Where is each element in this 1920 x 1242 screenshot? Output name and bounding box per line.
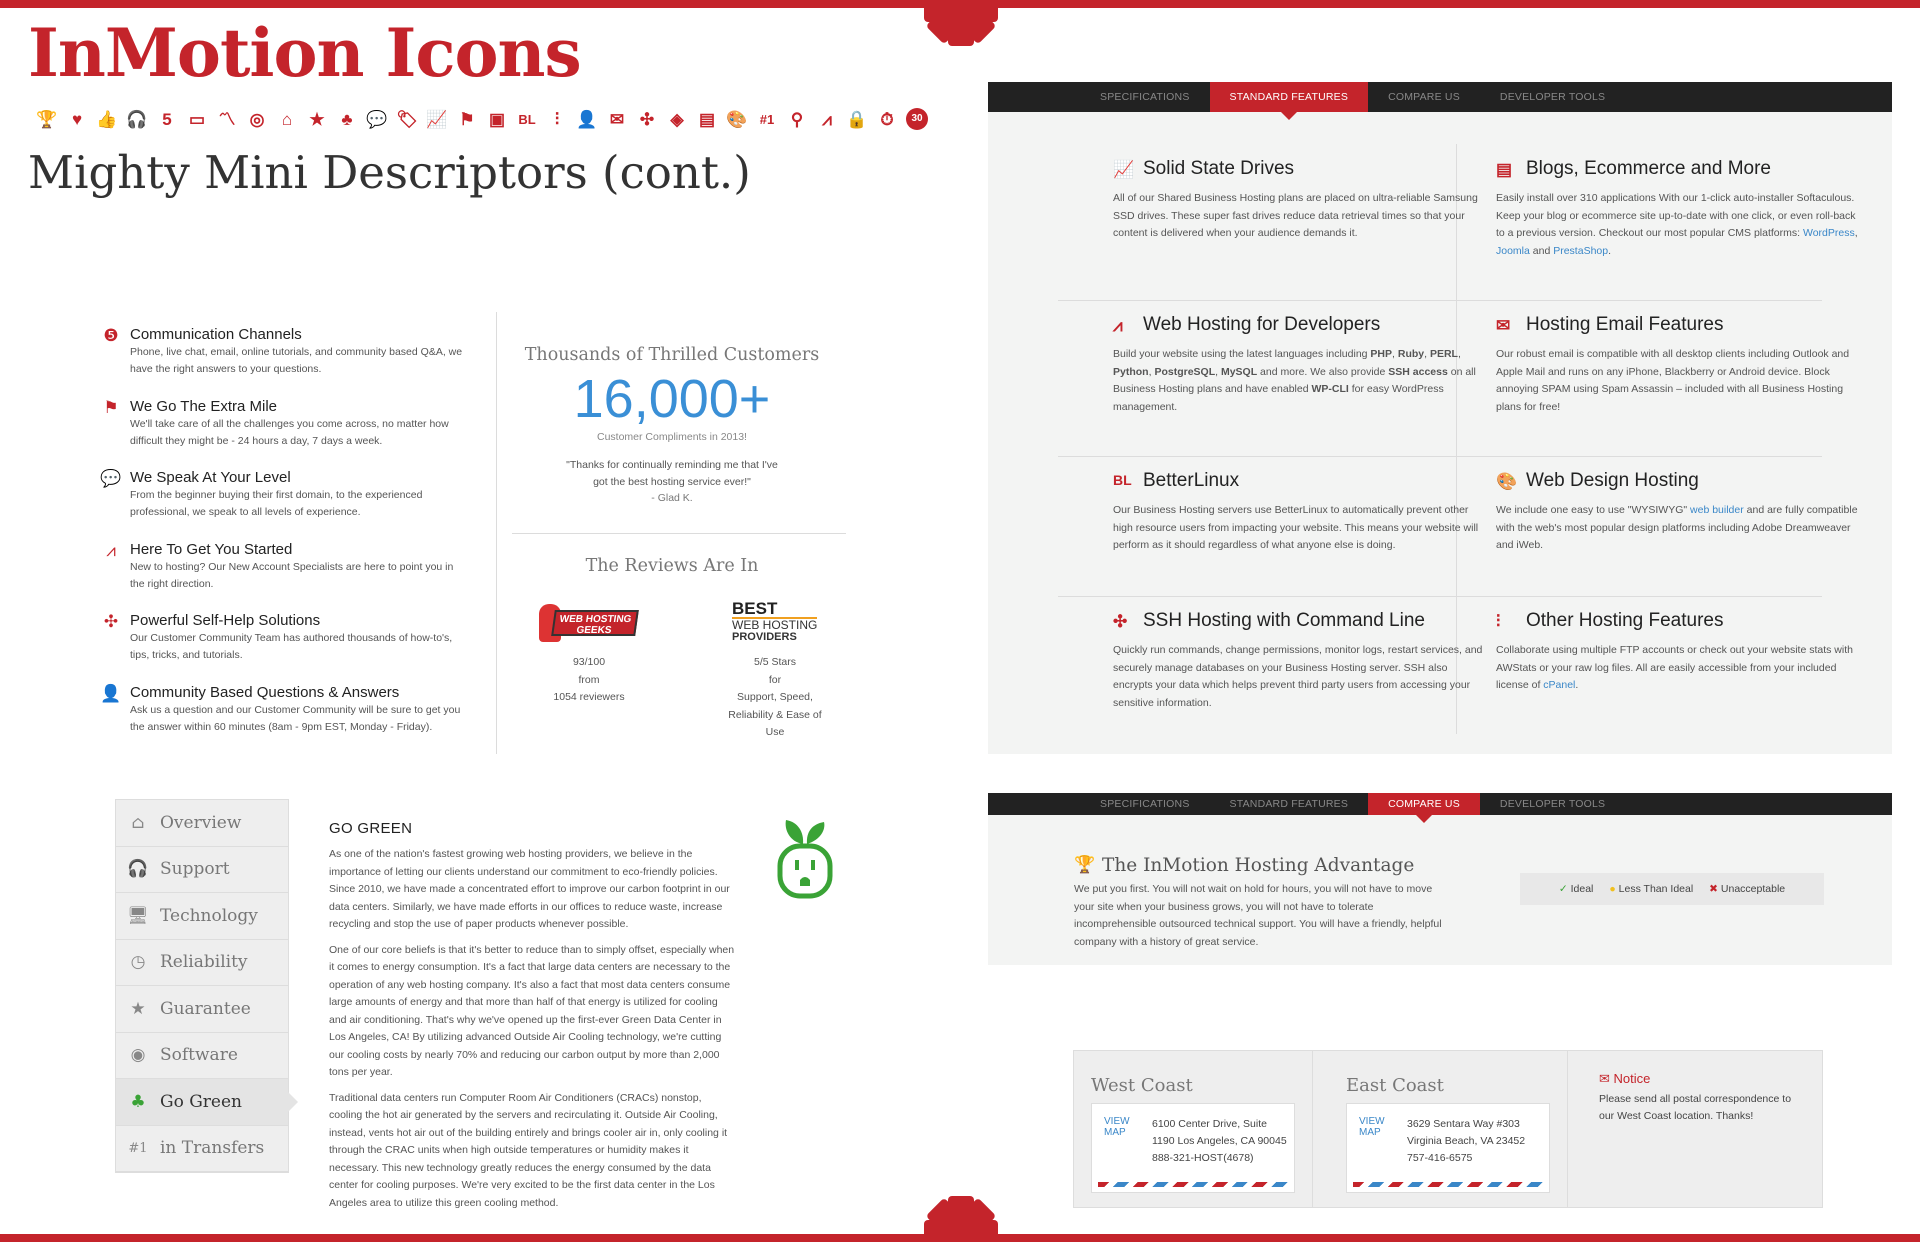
divider <box>1058 456 1822 457</box>
feature-item <box>103 397 470 450</box>
west-address: 6100 Center Drive, Suite 1190 Los Angeles, CA 90045 888-321-HOST(4678) <box>1152 1118 1287 1164</box>
divider <box>496 312 497 754</box>
sidebar-item-label: Support <box>160 859 230 880</box>
notice-heading: ✉ Notice <box>1599 1071 1651 1086</box>
sidebar-item-label: Go Green <box>160 1091 242 1112</box>
sidebar-item-support[interactable] <box>116 847 288 894</box>
badge-30-icon: 30 <box>906 108 928 130</box>
stopwatch-icon: ⏱ <box>880 109 894 129</box>
icon-row <box>36 108 928 130</box>
divider <box>1058 596 1822 597</box>
tab-specifications[interactable]: SPECIFICATIONS <box>1100 798 1190 810</box>
tree-icon: ♣ <box>341 109 353 129</box>
east-address: 3629 Sentara Way #303 Virginia Beach, VA 23452 757-416-6575 <box>1407 1118 1526 1164</box>
feature-text: Our Customer Community Team has authored thousands of how-to's, tips, tricks, and tutorials. <box>130 632 453 661</box>
sidebar-item-in-transfers[interactable] <box>116 1126 288 1173</box>
sidebar-item-reliability[interactable] <box>116 940 288 987</box>
page-title: InMotion Icons <box>28 14 581 92</box>
wordpress-link[interactable]: WordPress <box>1802 227 1855 239</box>
customers-heading: Thousands of Thrilled Customers <box>524 345 820 365</box>
sidebar-item-label: Software <box>160 1045 238 1066</box>
headset-icon: 🎧 <box>127 859 149 880</box>
feature-title: Community Based Questions & Answers <box>130 683 400 701</box>
sidebar-item-technology[interactable] <box>116 893 288 940</box>
feature-text: From the beginner buying their first domain, to the experienced professional, we speak to all levels of experience. <box>130 489 423 518</box>
puzzle-icon: ✣ <box>103 612 119 631</box>
number-one-icon: #1 <box>128 1140 148 1156</box>
customer-caption: Customer Compliments in 2013! <box>597 431 747 443</box>
compare-panel <box>988 793 1892 965</box>
feature-text: Ask us a question and our Customer Community will be sure to get you the answer within 60 minutes (8am - 9pm EST, Monday - Friday). <box>130 703 461 733</box>
thumbs-up-icon: 👍 <box>96 109 118 129</box>
standard-features-panel <box>988 82 1892 754</box>
tab-compare-us[interactable]: COMPARE US <box>1388 91 1460 103</box>
west-coast-address-card <box>1091 1103 1295 1193</box>
number-one-icon: #1 <box>759 111 775 127</box>
feature-title: We Speak At Your Level <box>130 469 291 486</box>
inbox-icon: ▤ <box>1496 160 1513 179</box>
sidebar-item-software[interactable] <box>116 1033 288 1080</box>
feature-developers: ⩘ Web Hosting for Developers Build your website using the latest languages including PHP, Ruby, PERL, Python, PostgreSQL, MySQL and more. We also provide SSH access on all Business Hosting plans and have enabled WP-CLI for easy WordPress management. <box>1113 314 1476 413</box>
chat-bubble-icon: 💬 <box>366 109 388 129</box>
feature-email: ✉ Hosting Email Features Our robust email is compatible with all desktop clients including Outlook and Apple Mail and runs on any iPhone, Blackberry or Android device. Block annoying SPAM using Spam Assassin – included with all Business Hosting plans for free! <box>1496 314 1850 413</box>
compare-title: The InMotion Hosting Advantage <box>1102 855 1415 876</box>
chat-bubble-icon: 💬 <box>100 469 122 488</box>
monitor-icon: 🖥 <box>127 905 149 926</box>
compare-text: We put you first. You will not wait on hold for hours, you will not have to move your site when your business grows, you will not have to tolerate incomprehensible outsourced technical support. You will have a friendly, helpful company with a history of great service. <box>1074 883 1442 948</box>
prestashop-link[interactable]: PrestaShop <box>1553 244 1609 257</box>
check-icon: ✓ <box>1558 883 1568 895</box>
sidebar <box>115 799 289 1173</box>
web-hosting-geeks-logo: WEB HOSTING GEEKS <box>539 604 639 642</box>
go-green-body: As one of the nation's fastest growing web hosting providers, we believe in the importance of letting our clients understand our commitment to eco-friendly policies. Since 2010, we have made a concentrated effort to improve our carbon footprint in our data centers. Similarly, we have made efforts in our offices to reduce waste, increase recycling and stop the use of paper products whenever possible. One of our core beliefs is that it's better to reduce than to simply offset, especially when it comes to energy consumption. It's a fact that large data centers are necessary to the operation of any web hosting company. It's also a fact that most data centers consume large amounts of energy and that more than half of that energy is utilized for cooling and air conditioning. That's why we've opened up the first-ever Green Data Center in Los Angeles, CA! By utilizing advanced Outside Air Cooling technology, we're cutting our cooling costs by nearly 70% and reducing our carbon output by more than 2,000 tons per year. Traditional data centers run Computer Room Air Conditioners (CRACs) nonstop, cooling the hot air generated by the servers and recirculating it. Outside Air Cooling, instead, vents hot air out of the building entirely and brings cooler air in, only cooling it through the CRAC units when high outside temperatures or humidity makes it necessary. This new technology greatly reduces the energy consumed by the data center for cooling purposes. We're very excited to be the first data center in the Los Angeles area to utilize this green cooling method. <box>329 848 735 1209</box>
sliders-icon: ⫶ <box>1496 612 1501 631</box>
heartbeat-icon: ⩘ <box>1113 316 1123 335</box>
sidebar-item-overview[interactable] <box>116 800 288 847</box>
feature-text: New to hosting? Our New Account Specialists are here to point you in the right direction. <box>130 560 454 590</box>
x-icon: ✖ <box>1709 883 1718 895</box>
sidebar-item-label: Technology <box>160 905 258 926</box>
star-icon: ★ <box>309 109 325 129</box>
compare-legend: ✓ Ideal ● Less Than Ideal ✖ Unacceptable <box>1520 873 1824 905</box>
chart-box-icon: 📈 <box>1113 160 1135 179</box>
disc-icon: ◉ <box>130 1045 146 1066</box>
feature-item <box>100 683 470 736</box>
dot-icon: ● <box>1609 883 1616 895</box>
airmail-stripe <box>1098 1182 1288 1187</box>
east-coast-title: East Coast <box>1346 1075 1444 1096</box>
house-icon: ⌂ <box>281 109 293 129</box>
airmail-stripe <box>1353 1182 1543 1187</box>
trophy-icon: 🏆 <box>36 109 58 129</box>
number-5-icon: 5 <box>162 109 172 129</box>
feature-item <box>106 540 470 593</box>
trophy-icon: 🏆 <box>1074 855 1096 874</box>
feature-item <box>103 326 470 378</box>
betterlinux-icon: BL <box>518 111 536 127</box>
divider <box>1312 1051 1313 1207</box>
headset-icon: 🎧 <box>126 109 148 129</box>
page-subtitle: Mighty Mini Descriptors (cont.) <box>28 146 751 199</box>
customer-count: 16,000+ <box>573 369 771 429</box>
gauge-icon: ◷ <box>130 952 146 973</box>
sidebar-item-label: Reliability <box>160 952 248 973</box>
star-icon: ★ <box>130 998 146 1019</box>
map-pin-icon: ⚲ <box>790 109 804 129</box>
view-map-link[interactable]: VIEW MAP <box>1104 1116 1130 1138</box>
tab-standard-features[interactable]: STANDARD FEATURES <box>1210 82 1369 112</box>
west-coast-title: West Coast <box>1091 1075 1193 1096</box>
tab-specifications[interactable]: SPECIFICATIONS <box>1100 91 1190 103</box>
reviews-heading: The Reviews Are In <box>585 556 759 576</box>
tab-compare-us[interactable]: COMPARE US <box>1368 793 1480 815</box>
person-icon: 👤 <box>576 109 598 129</box>
feature-title: Powerful Self-Help Solutions <box>130 612 321 629</box>
inbox-icon: ▤ <box>698 109 716 129</box>
tab-standard-features[interactable]: STANDARD FEATURES <box>1229 798 1349 810</box>
joomla-link[interactable]: Joomla <box>1496 244 1530 257</box>
feature-title: Here To Get You Started <box>130 540 293 558</box>
sidebar-item-go-green[interactable] <box>116 1079 288 1126</box>
quote-author: - Glad K. <box>651 492 693 504</box>
feature-other: ⫶ Other Hosting Features Collaborate using multiple FTP accounts or check out your website stats with AWStats or your raw log files. All are easily accessible from your included license of cPanel. <box>1496 610 1853 691</box>
tab-bar <box>988 82 1892 112</box>
puzzle-icon: ✣ <box>639 109 655 129</box>
sidebar-item-label: Guarantee <box>160 998 251 1019</box>
monitor-icon: ▭ <box>188 109 206 129</box>
feature-ssh: ✣ SSH Hosting with Command Line Quickly run commands, change permissions, monitor logs, restart services, and securely manage databases on your Business Hosting server. SSH also encrypts your data which helps prevent third party users from accessing your sensitive information. <box>1113 610 1483 709</box>
bottom-gear-icon <box>930 1202 992 1242</box>
tag-icon: 🏷 <box>396 109 418 129</box>
review-score: 93/100 from 1054 reviewers <box>553 656 625 703</box>
green-outlet-icon <box>776 818 834 900</box>
diamond-icon: ◈ <box>670 109 684 129</box>
feature-title: Communication Channels <box>130 326 302 343</box>
disc-icon: ◎ <box>249 109 265 129</box>
feature-web-design: 🎨 Web Design Hosting We include one easy to use "WYSIWYG" web builder and are fully compatible with the web's most popular design platforms including Adobe Dreamweaver and iWeb. <box>1496 470 1858 551</box>
view-map-link[interactable]: VIEW MAP <box>1359 1116 1385 1138</box>
feature-title: We Go The Extra Mile <box>130 397 277 415</box>
envelope-icon: ✉ <box>1599 1071 1610 1086</box>
presentation-icon: ▣ <box>488 109 506 129</box>
house-icon: ⌂ <box>131 812 145 833</box>
divider <box>512 533 846 534</box>
cpanel-link[interactable]: cPanel <box>1543 679 1576 691</box>
tree-icon: ♣ <box>130 1091 146 1112</box>
palette-icon: 🎨 <box>726 109 748 129</box>
tab-bar <box>988 793 1892 815</box>
tab-developer-tools[interactable]: DEVELOPER TOOLS <box>1499 798 1606 810</box>
best-hosting-providers-logo: BEST WEB HOSTING PROVIDERS <box>732 599 818 643</box>
sidebar-item-label: Overview <box>160 812 242 833</box>
puzzle-icon: ✣ <box>1113 612 1128 631</box>
web-builder-link[interactable]: web builder <box>1690 504 1744 516</box>
customer-quote: "Thanks for continually reminding me that I've got the best hosting service ever!" <box>566 459 778 488</box>
feature-item <box>103 612 470 664</box>
sidebar-item-guarantee[interactable] <box>116 986 288 1033</box>
heartbeat-icon: ⩘ <box>822 109 832 129</box>
top-gear-icon <box>930 0 992 40</box>
lock-icon: 🔒 <box>846 109 868 129</box>
go-green-title: GO GREEN <box>329 820 413 837</box>
heartbeat-icon: ⩘ <box>106 540 116 560</box>
divider <box>1567 1051 1568 1207</box>
feature-blogs-ecommerce: ▤ Blogs, Ecommerce and More Easily install over 310 applications With our 1-click auto-installer Softaculous. Keep your blog or ecommerce site up-to-date with one click, or even roll-back to a previous version. Checkout our most popular CMS platforms: WordPress, Joomla and PrestaShop. <box>1496 158 1858 257</box>
divider <box>1058 300 1822 301</box>
person-icon: 👤 <box>100 683 122 703</box>
flag-icon: ⚑ <box>103 397 119 417</box>
envelope-icon: ✉ <box>1496 316 1511 335</box>
chart-box-icon: 📈 <box>426 109 448 129</box>
feature-solid-state-drives: 📈 Solid State Drives All of our Shared Business Hosting plans are placed on ultra-reliable Samsung SSD drives. These super fast drives reduce data retrieval times so that your content is delivered when your audience demands it. <box>1113 158 1478 239</box>
notice-text: Please send all postal correspondence to our West Coast location. Thanks! <box>1599 1093 1792 1122</box>
betterlinux-icon: BL <box>1113 472 1132 488</box>
heart-icon: ♥ <box>71 109 83 129</box>
sliders-icon: ⫶ <box>554 109 560 129</box>
review-score: 5/5 Stars for Support, Speed, Reliability & Ease of Use <box>728 656 822 738</box>
east-coast-address-card <box>1346 1103 1550 1193</box>
palette-icon: 🎨 <box>1496 472 1518 491</box>
feature-text: We'll take care of all the challenges you come across, no matter how difficult they might be - 24 hours a day, 7 days a week. <box>130 417 449 447</box>
flag-icon: ⚑ <box>459 109 475 129</box>
locations-panel <box>1073 1050 1823 1208</box>
line-chart-icon: 〽 <box>218 109 236 129</box>
feature-text: Phone, live chat, email, online tutorials, and community based Q&A, we have the right answers to your questions. <box>130 346 463 375</box>
sidebar-item-label: in Transfers <box>160 1138 265 1159</box>
envelope-icon: ✉ <box>609 109 625 129</box>
number-5-icon: ❺ <box>103 326 119 345</box>
feature-betterlinux: BL BetterLinux Our Business Hosting servers use BetterLinux to automatically prevent other high resource users from impacting your website. This means your website will perform as it should regardless of what anyone else is doing. <box>1113 470 1479 551</box>
feature-item <box>100 469 470 521</box>
tab-developer-tools[interactable]: DEVELOPER TOOLS <box>1499 91 1606 103</box>
